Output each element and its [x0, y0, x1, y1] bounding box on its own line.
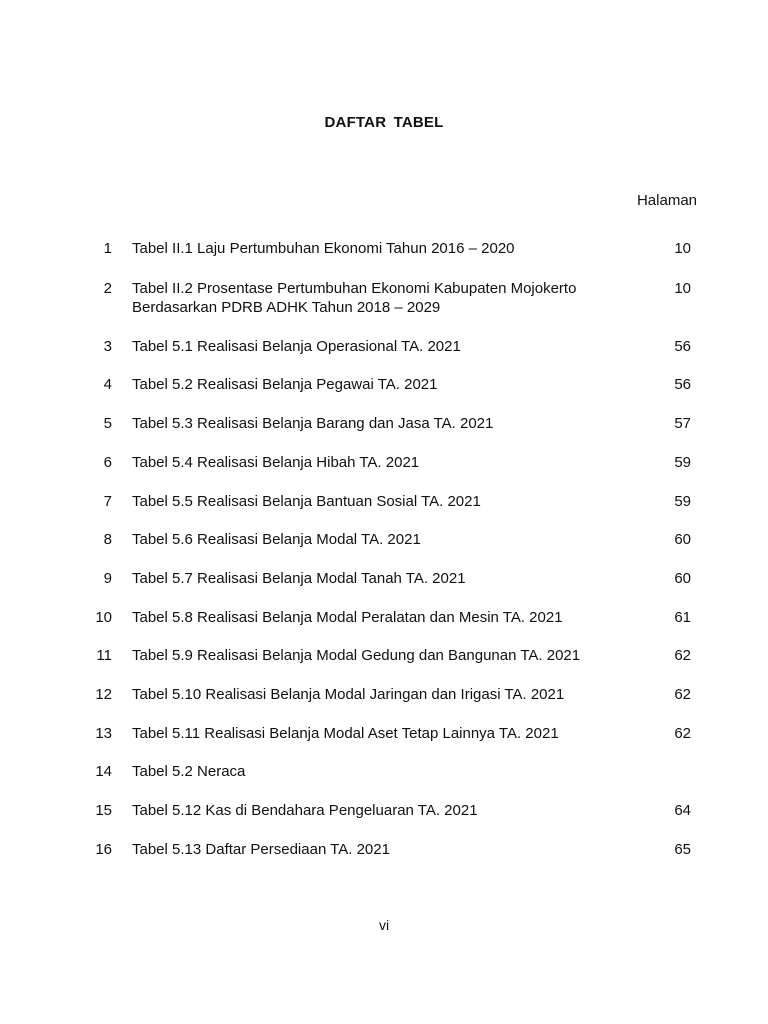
entry-number: 2	[103, 280, 112, 297]
entry-title: Tabel 5.9 Realisasi Belanja Modal Gedung dan Bangunan TA. 2021	[132, 647, 581, 664]
entry-page: 60	[674, 570, 691, 587]
entry-number: 8	[103, 531, 112, 548]
entry-number: 14	[95, 763, 112, 780]
column-header-halaman: Halaman	[636, 192, 697, 209]
entry-title: Tabel 5.4 Realisasi Belanja Hibah TA. 2021	[132, 454, 420, 471]
entry-title: Tabel 5.5 Realisasi Belanja Bantuan Sosial TA. 2021	[132, 493, 481, 510]
entry-page: 59	[674, 493, 691, 510]
entry-page: 64	[674, 802, 691, 819]
entry-page: 62	[674, 725, 691, 742]
entry-title: Tabel 5.13 Daftar Persediaan TA. 2021	[132, 841, 390, 858]
entry-number: 3	[103, 338, 112, 355]
entry-number: 16	[95, 841, 112, 858]
entry-page: 62	[674, 647, 691, 664]
entry-number: 1	[103, 240, 112, 257]
entry-title: Tabel II.2 Prosentase Pertumbuhan Ekonomi Kabupaten Mojokerto	[132, 280, 577, 297]
entry-title: Tabel 5.10 Realisasi Belanja Modal Jaringan dan Irigasi TA. 2021	[132, 686, 565, 703]
entry-number: 4	[103, 376, 112, 393]
entry-title: Tabel 5.3 Realisasi Belanja Barang dan Jasa TA. 2021	[132, 415, 494, 432]
entry-page: 10	[674, 280, 691, 297]
entry-page: 59	[674, 454, 691, 471]
entry-title: Tabel II.1 Laju Pertumbuhan Ekonomi Tahun 2016 – 2020	[132, 240, 515, 257]
entry-page: 65	[674, 841, 691, 858]
entry-number: 7	[103, 493, 112, 510]
entry-number: 12	[95, 686, 112, 703]
entry-number: 13	[95, 725, 112, 742]
entry-number: 9	[103, 570, 112, 587]
entry-title: Tabel 5.11 Realisasi Belanja Modal Aset Tetap Lainnya TA. 2021	[132, 725, 559, 742]
entry-title: Tabel 5.7 Realisasi Belanja Modal Tanah TA. 2021	[132, 570, 466, 587]
entry-number: 5	[103, 415, 112, 432]
entry-number: 11	[96, 647, 112, 664]
entry-number: 10	[95, 609, 112, 626]
entry-page: 57	[674, 415, 691, 432]
entry-number: 15	[95, 802, 112, 819]
entry-title-line2: Berdasarkan PDRB ADHK Tahun 2018 – 2029	[132, 299, 441, 316]
entry-page: 60	[674, 531, 691, 548]
footer-page-number: vi	[378, 917, 390, 933]
document-title: DAFTAR TABEL	[324, 114, 444, 131]
entry-page: 62	[674, 686, 691, 703]
entry-page: 56	[674, 376, 691, 393]
entry-title: Tabel 5.2 Realisasi Belanja Pegawai TA. 2021	[132, 376, 438, 393]
entry-page: 61	[674, 609, 691, 626]
entry-title: Tabel 5.1 Realisasi Belanja Operasional TA. 2021	[132, 338, 461, 355]
entry-title: Tabel 5.2 Neraca	[132, 763, 246, 780]
entry-title: Tabel 5.6 Realisasi Belanja Modal TA. 2021	[132, 531, 421, 548]
entry-title: Tabel 5.8 Realisasi Belanja Modal Peralatan dan Mesin TA. 2021	[132, 609, 563, 626]
entry-page: 10	[674, 240, 691, 257]
entry-number: 6	[103, 454, 112, 471]
entry-title: Tabel 5.12 Kas di Bendahara Pengeluaran TA. 2021	[132, 802, 478, 819]
entry-page: 56	[674, 338, 691, 355]
